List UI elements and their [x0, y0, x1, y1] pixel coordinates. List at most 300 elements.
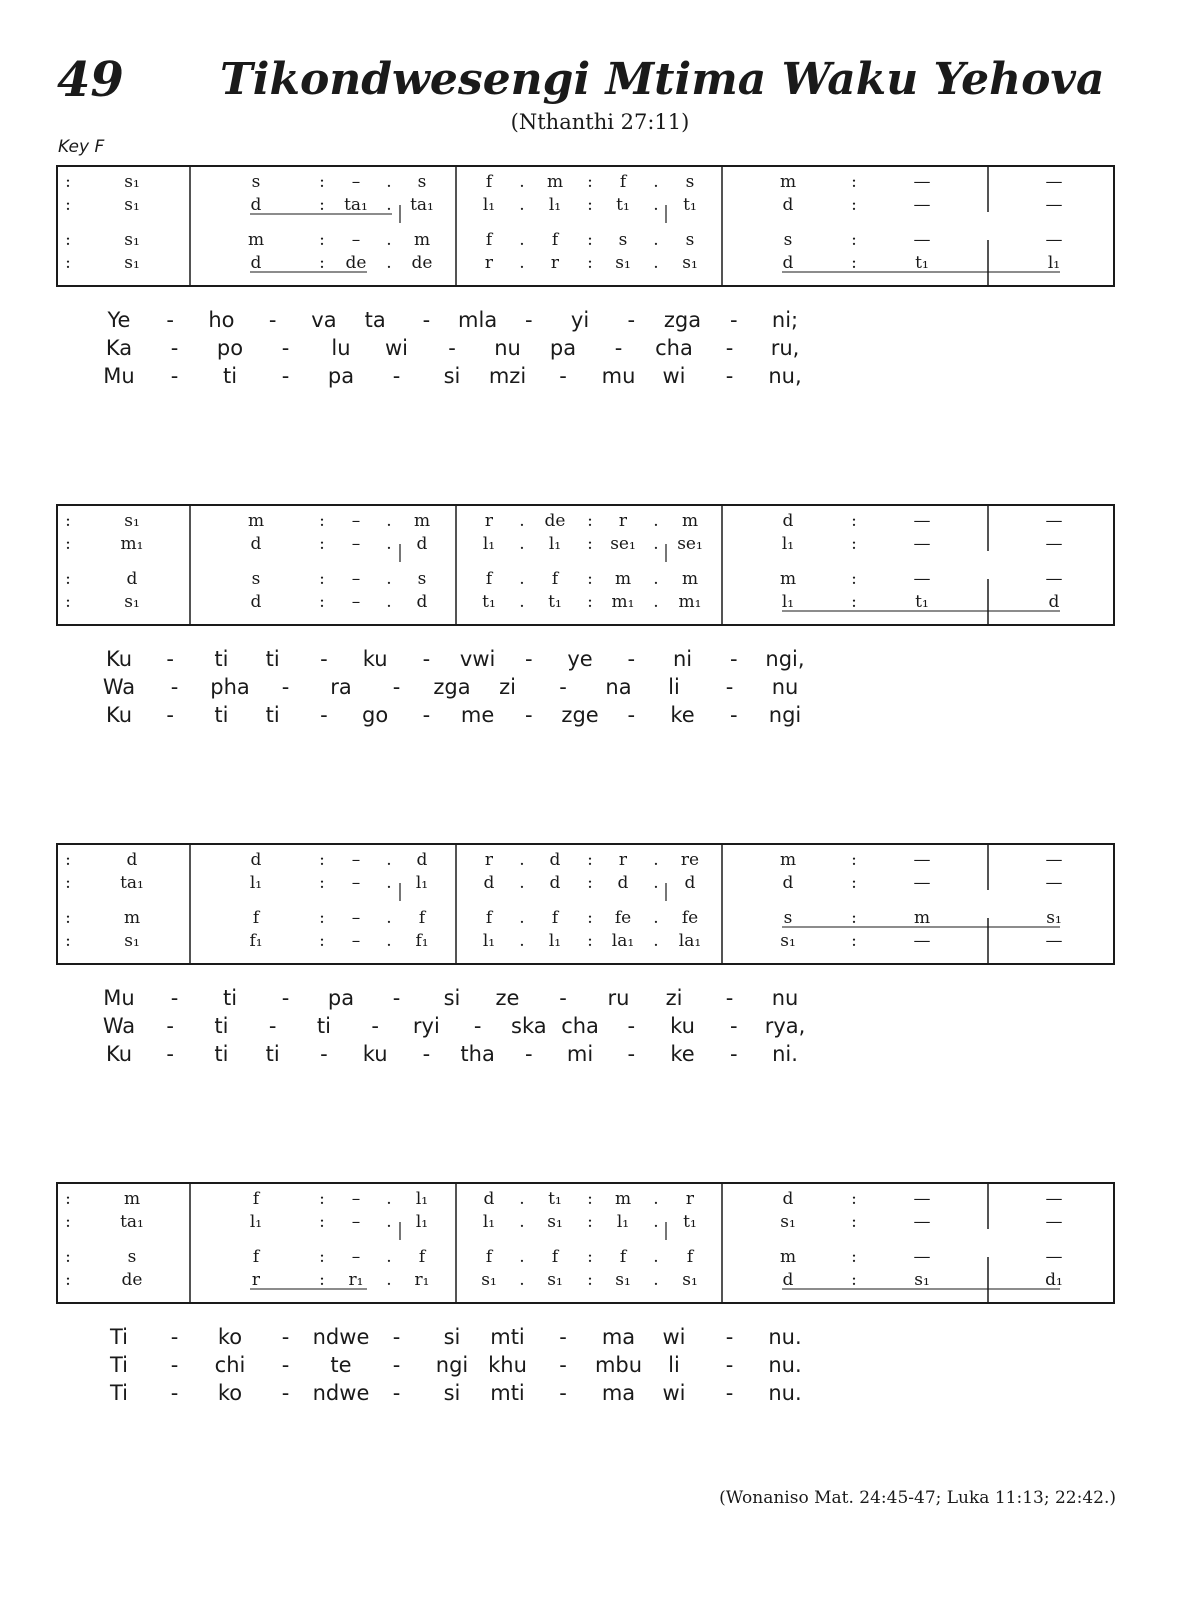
note-soprano: :: [587, 850, 593, 870]
syllable: Ku: [105, 647, 133, 671]
note-tenor: .: [653, 230, 659, 250]
note-alto: :: [587, 873, 593, 893]
syllable: pa: [549, 336, 577, 360]
note-tenor: s: [783, 908, 793, 928]
hyphen: -: [422, 647, 431, 671]
note-tenor: f: [619, 1247, 627, 1267]
syllable: ndwe: [312, 1325, 370, 1349]
note-soprano: :: [587, 511, 593, 531]
note-tenor: —: [913, 569, 931, 589]
notation-grid: [58, 506, 1113, 624]
note-alto: —: [1045, 873, 1063, 893]
note-bass: t₁: [548, 592, 562, 612]
note-bass: :: [587, 931, 593, 951]
note-bass: :: [851, 1270, 857, 1290]
note-alto: t₁: [683, 1212, 697, 1232]
note-bass: de: [411, 253, 433, 273]
hyphen: -: [166, 703, 175, 727]
syllable: ko: [217, 1381, 243, 1405]
hyphen: -: [559, 1325, 567, 1349]
note-soprano: m: [614, 1189, 632, 1209]
notation-grid: [58, 1184, 1113, 1302]
note-soprano: .: [386, 850, 392, 870]
hyphen: -: [559, 1353, 567, 1377]
note-bass: :: [65, 592, 71, 612]
syllable: ti: [214, 647, 229, 671]
key-label: Key F: [58, 137, 105, 157]
note-soprano: :: [319, 1189, 325, 1209]
note-tenor: m: [123, 908, 141, 928]
note-tenor: .: [519, 1247, 525, 1267]
note-alto: .: [519, 1212, 525, 1232]
note-soprano: re: [680, 850, 700, 870]
note-alto: .: [653, 195, 659, 215]
syllable: si: [443, 1325, 461, 1349]
syllable: nu: [771, 675, 799, 699]
hyphen: -: [281, 1353, 290, 1377]
note-tenor: :: [319, 1247, 325, 1267]
note-soprano: d: [483, 1189, 495, 1209]
note-alto: :: [851, 873, 857, 893]
note-bass: f₁: [249, 931, 263, 951]
note-tenor: m: [614, 569, 632, 589]
note-tenor: m: [413, 230, 431, 250]
note-tenor: —: [1045, 1247, 1063, 1267]
note-bass: s₁: [914, 1270, 930, 1290]
syllable: rya,: [764, 1014, 806, 1038]
syllable: wi: [662, 364, 686, 388]
note-soprano: :: [851, 850, 857, 870]
note-soprano: s: [685, 172, 695, 192]
note-tenor: –: [351, 1247, 361, 1267]
hymn-title: Tikondwesengi Mtima Waku Yehova: [220, 54, 1105, 105]
note-bass: s₁: [124, 253, 140, 273]
note-alto: d: [782, 195, 794, 215]
note-soprano: m: [413, 511, 431, 531]
note-alto: :: [319, 195, 325, 215]
note-tenor: –: [351, 569, 361, 589]
hyphen: -: [559, 675, 567, 699]
hyphen: -: [170, 336, 179, 360]
note-tenor: s: [127, 1247, 137, 1267]
hyphen: -: [170, 1381, 179, 1405]
note-bass: :: [65, 253, 71, 273]
note-bass: la₁: [611, 931, 635, 951]
note-tenor: :: [65, 1247, 71, 1267]
note-soprano: —: [913, 511, 931, 531]
note-alto: :: [65, 1212, 71, 1232]
note-bass: s₁: [124, 931, 140, 951]
syllable: mti: [490, 1325, 525, 1349]
notation-grid: [58, 845, 1113, 963]
note-bass: :: [65, 1270, 71, 1290]
note-tenor: .: [653, 569, 659, 589]
hyphen: -: [166, 1014, 175, 1038]
note-alto: d: [250, 195, 262, 215]
hyphen: -: [729, 703, 738, 727]
syllable: mi: [566, 1042, 594, 1066]
note-alto: l₁: [249, 873, 263, 893]
note-tenor: m: [779, 569, 797, 589]
syllable: li: [668, 1353, 680, 1377]
note-soprano: :: [65, 850, 71, 870]
lyric-verse-3: [0, 1381, 1200, 1409]
syllable: mzi: [488, 364, 527, 388]
note-bass: d: [416, 592, 428, 612]
note-tenor: .: [519, 569, 525, 589]
note-tenor: s: [618, 230, 628, 250]
hyphen: -: [559, 986, 567, 1010]
hyphen: -: [268, 308, 277, 332]
syllable: zge: [561, 703, 599, 727]
note-tenor: :: [587, 569, 593, 589]
lyric-verse-1: [0, 986, 1200, 1014]
hymn-number: 49: [57, 52, 124, 108]
hyphen: -: [392, 364, 401, 388]
note-tenor: f: [485, 1247, 493, 1267]
note-soprano: :: [319, 850, 325, 870]
syllable: ru: [607, 986, 630, 1010]
note-alto: d: [617, 873, 629, 893]
note-alto: –: [351, 534, 361, 554]
note-tenor: s: [417, 569, 427, 589]
note-soprano: s₁: [124, 511, 140, 531]
note-soprano: —: [1045, 850, 1063, 870]
note-alto: —: [913, 534, 931, 554]
note-soprano: .: [653, 511, 659, 531]
syllable: zi: [665, 986, 683, 1010]
note-alto: .: [519, 195, 525, 215]
notation-system-3: [56, 843, 1115, 965]
syllable: wi: [662, 1381, 686, 1405]
note-tenor: s: [685, 230, 695, 250]
note-soprano: de: [544, 511, 566, 531]
syllable: ye: [567, 647, 593, 671]
hyphen: -: [525, 308, 533, 332]
note-bass: —: [913, 931, 931, 951]
syllable: vwi: [459, 647, 496, 671]
syllable: ti: [265, 647, 280, 671]
hyphen: -: [627, 647, 636, 671]
note-soprano: –: [351, 850, 361, 870]
syllable: si: [443, 1381, 461, 1405]
syllable: ra: [330, 675, 352, 699]
hyphen: -: [170, 675, 179, 699]
note-alto: —: [913, 195, 931, 215]
syllable: ru,: [770, 336, 800, 360]
hyphen: -: [281, 986, 290, 1010]
note-bass: r: [484, 253, 494, 273]
hyphen: -: [422, 703, 431, 727]
note-alto: —: [1045, 1212, 1063, 1232]
syllable: Wa: [102, 675, 136, 699]
hyphen: -: [627, 1042, 636, 1066]
note-soprano: l₁: [415, 1189, 429, 1209]
note-bass: t₁: [482, 592, 496, 612]
note-tenor: :: [65, 908, 71, 928]
syllable: ho: [208, 308, 235, 332]
syllable: Ti: [109, 1325, 129, 1349]
note-soprano: –: [351, 511, 361, 531]
note-alto: .: [653, 873, 659, 893]
note-bass: d: [782, 253, 794, 273]
syllable: me: [460, 703, 495, 727]
note-bass: l₁: [482, 931, 496, 951]
lyric-verse-2: [0, 675, 1200, 703]
syllable: Ti: [109, 1381, 129, 1405]
hyphen: -: [170, 986, 179, 1010]
lyric-verse-2: [0, 1014, 1200, 1042]
hyphen: -: [281, 1381, 290, 1405]
note-soprano: :: [319, 172, 325, 192]
note-tenor: f: [485, 908, 493, 928]
note-bass: —: [1045, 931, 1063, 951]
note-bass: r: [550, 253, 560, 273]
note-soprano: :: [319, 511, 325, 531]
note-alto: :: [851, 195, 857, 215]
syllable: wi: [384, 336, 409, 360]
syllable: mla: [458, 308, 498, 332]
note-bass: la₁: [678, 931, 702, 951]
syllable: Ku: [105, 1042, 133, 1066]
syllable: si: [443, 364, 461, 388]
note-soprano: —: [1045, 511, 1063, 531]
note-bass: .: [519, 1270, 525, 1290]
syllable: ti: [214, 1042, 229, 1066]
note-bass: s₁: [615, 253, 631, 273]
note-bass: :: [587, 253, 593, 273]
note-soprano: r: [484, 511, 494, 531]
hyphen: -: [281, 1325, 290, 1349]
cross-reference-footer: (Wonaniso Mat. 24:45-47; Luka 11:13; 22:42.): [719, 1488, 1116, 1508]
note-tenor: s: [251, 569, 261, 589]
note-tenor: f: [551, 569, 559, 589]
syllable: cha: [561, 1014, 599, 1038]
hyphen: -: [627, 308, 636, 332]
hyphen: -: [371, 1014, 379, 1038]
syllable: lu: [331, 336, 351, 360]
note-tenor: f: [485, 230, 493, 250]
note-soprano: s: [251, 172, 261, 192]
syllable: nu: [494, 336, 521, 360]
note-alto: l₁: [616, 1212, 630, 1232]
syllable: ze: [495, 986, 520, 1010]
note-tenor: .: [653, 908, 659, 928]
lyric-verse-3: [0, 1042, 1200, 1070]
note-bass: :: [851, 592, 857, 612]
notation-system-1: [56, 165, 1115, 287]
hyphen: -: [725, 1353, 734, 1377]
notation-system-4: [56, 1182, 1115, 1304]
note-bass: :: [587, 592, 593, 612]
syllable: ngi: [435, 1353, 469, 1377]
syllable: si: [443, 986, 461, 1010]
note-alto: :: [65, 873, 71, 893]
lyric-verse-1: [0, 308, 1200, 336]
note-soprano: .: [653, 172, 659, 192]
syllable: ke: [670, 703, 695, 727]
note-soprano: .: [386, 172, 392, 192]
note-bass: –: [351, 592, 361, 612]
hyphen: -: [725, 675, 734, 699]
hyphen: -: [525, 1042, 533, 1066]
note-soprano: :: [587, 1189, 593, 1209]
syllable: yi: [570, 308, 590, 332]
note-alto: se₁: [610, 534, 636, 554]
note-bass: .: [653, 1270, 659, 1290]
note-alto: :: [851, 534, 857, 554]
note-alto: l₁: [482, 195, 496, 215]
syllable: pa: [327, 364, 355, 388]
hyphen: -: [559, 1381, 567, 1405]
hyphen: -: [281, 336, 290, 360]
note-tenor: :: [587, 230, 593, 250]
hyphen: -: [729, 1042, 738, 1066]
note-tenor: —: [1045, 230, 1063, 250]
note-alto: l₁: [482, 1212, 496, 1232]
hyphen: -: [473, 1014, 482, 1038]
note-bass: –: [351, 931, 361, 951]
note-soprano: m: [681, 511, 699, 531]
syllable: zi: [499, 675, 516, 699]
note-tenor: m: [247, 230, 265, 250]
note-tenor: –: [351, 908, 361, 928]
note-soprano: .: [653, 1189, 659, 1209]
note-soprano: f: [252, 1189, 260, 1209]
syllable: tha: [460, 1042, 495, 1066]
note-soprano: .: [519, 1189, 525, 1209]
note-tenor: :: [851, 230, 857, 250]
note-tenor: .: [653, 1247, 659, 1267]
syllable: ti: [222, 986, 238, 1010]
note-bass: s₁: [682, 1270, 698, 1290]
syllable: mu: [601, 364, 636, 388]
note-soprano: –: [351, 1189, 361, 1209]
hyphen: -: [166, 1042, 175, 1066]
syllable: nu.: [768, 1325, 802, 1349]
note-bass: s₁: [682, 253, 698, 273]
syllable: mti: [490, 1381, 525, 1405]
syllable: nu.: [768, 1353, 802, 1377]
note-alto: –: [351, 873, 361, 893]
note-alto: .: [519, 534, 525, 554]
note-alto: t₁: [616, 195, 630, 215]
hyphen: -: [627, 1014, 636, 1038]
note-bass: l₁: [548, 931, 562, 951]
syllable: ti: [316, 1014, 331, 1038]
note-alto: .: [386, 534, 392, 554]
syllable: Wa: [102, 1014, 136, 1038]
note-alto: :: [587, 534, 593, 554]
note-alto: .: [386, 1212, 392, 1232]
syllable: ma: [601, 1325, 636, 1349]
note-soprano: .: [519, 850, 525, 870]
note-alto: d: [549, 873, 561, 893]
note-soprano: s: [417, 172, 427, 192]
note-tenor: f: [252, 908, 260, 928]
lyric-verse-1: [0, 647, 1200, 675]
hyphen: -: [281, 364, 290, 388]
syllable: khu: [488, 1353, 527, 1377]
hyphen: -: [725, 1381, 734, 1405]
note-alto: d: [416, 534, 428, 554]
note-alto: l₁: [548, 534, 562, 554]
note-alto: —: [1045, 195, 1063, 215]
note-soprano: m: [779, 850, 797, 870]
note-soprano: :: [851, 1189, 857, 1209]
note-bass: :: [851, 931, 857, 951]
note-bass: :: [319, 592, 325, 612]
note-bass: .: [653, 931, 659, 951]
note-alto: s₁: [547, 1212, 563, 1232]
hyphen: -: [170, 1325, 179, 1349]
syllable: chi: [214, 1353, 246, 1377]
note-alto: .: [519, 873, 525, 893]
note-alto: :: [851, 1212, 857, 1232]
note-soprano: f: [485, 172, 493, 192]
syllable: cha: [655, 336, 693, 360]
syllable: nu.: [768, 1381, 802, 1405]
note-soprano: m: [123, 1189, 141, 1209]
note-alto: —: [1045, 534, 1063, 554]
hyphen: -: [729, 308, 738, 332]
hyphen: -: [392, 1381, 401, 1405]
note-bass: .: [519, 931, 525, 951]
note-tenor: f: [418, 908, 426, 928]
syllable: ti: [214, 1014, 229, 1038]
note-tenor: :: [319, 908, 325, 928]
syllable: wi: [662, 1325, 686, 1349]
note-tenor: —: [913, 230, 931, 250]
hyphen: -: [729, 1014, 738, 1038]
note-bass: .: [386, 1270, 392, 1290]
note-bass: .: [519, 592, 525, 612]
note-soprano: .: [519, 511, 525, 531]
note-alto: s₁: [124, 195, 140, 215]
hyphen: -: [725, 364, 734, 388]
hyphen: -: [392, 1353, 401, 1377]
note-bass: r: [251, 1270, 261, 1290]
lyric-verse-2: [0, 336, 1200, 364]
note-tenor: :: [319, 230, 325, 250]
syllable: Ti: [109, 1353, 129, 1377]
note-tenor: :: [319, 569, 325, 589]
syllable: ke: [670, 1042, 695, 1066]
note-soprano: s₁: [124, 172, 140, 192]
syllable: va: [311, 308, 337, 332]
notation-grid: [58, 167, 1113, 285]
note-soprano: —: [1045, 172, 1063, 192]
hyphen: -: [559, 364, 567, 388]
note-tenor: .: [519, 230, 525, 250]
note-bass: .: [519, 253, 525, 273]
note-tenor: —: [1045, 569, 1063, 589]
note-alto: ta₁: [120, 873, 144, 893]
note-alto: ta₁: [410, 195, 434, 215]
lyric-verse-3: [0, 364, 1200, 392]
note-alto: m₁: [120, 534, 144, 554]
note-alto: –: [351, 1212, 361, 1232]
note-tenor: :: [65, 569, 71, 589]
note-bass: d₁: [1045, 1270, 1063, 1290]
hyphen: -: [166, 647, 175, 671]
note-bass: .: [386, 253, 392, 273]
hyphen: -: [725, 986, 734, 1010]
hyphen: -: [268, 1014, 277, 1038]
syllable: Mu: [103, 364, 135, 388]
hyphen: -: [525, 647, 533, 671]
note-soprano: f: [619, 172, 627, 192]
